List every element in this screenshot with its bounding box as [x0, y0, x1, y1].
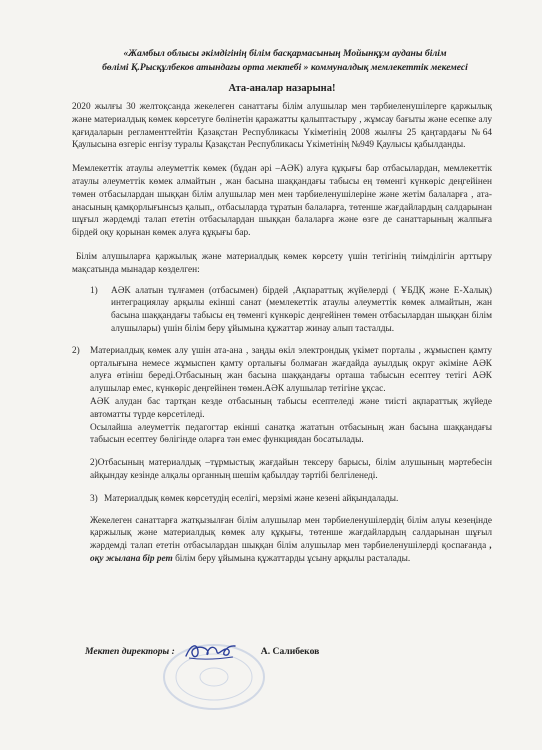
paragraph-1: 2020 жылғы 30 желтоқсанда жекелеген санаттағы білім алушылар мен тәрбиеленушілерге қаржылық және материалдық көмек көрсетуге бөлінетін қаражатты қалыптастыру , жұмсау бағыты және есепке алу қағидаларын регламенттейтін Қазақстан Республикасы Үкіметінің 2008 жылғы 25 қаңтардағы №64 Қаулысына өзгеріс енгізу туралы Қазақстан Республикасы Үкіметінің №949 Қаулысы қабылданды.	[72, 102, 492, 151]
list-item-2-sub-1: АӘК алудан бас тартқан кезде отбасының табысы есептеледі және тиісті ақпараттық жүйеде автоматты түрде көрсетіледі.	[90, 396, 492, 420]
paragraph-3: Білім алушыларға қаржылық және материалдық көмек көрсету үшін тетігінің тиімділігін арттыру мақсатында мынадар көзделген:	[72, 251, 492, 275]
list-text: АӘК алатын тұлғамен (отбасымен) бірдей ,Ақпараттық жүйелерді ( ҰБДҚ және Е-Халық) интеграциялау арқылы екінші санат (мемлекеттік атаулы әлеуметтік көмек алмайтын, жан басына шаққандағы табысы ең төменгі күнкөріс деңгейінен төмен отбасылардан шыққан білім алушылары) үшін білім беру ұйымына құжаттар жинау алып тасталды.	[111, 285, 492, 334]
director-name: А. Салибеков	[260, 645, 320, 657]
list-number: 1)	[90, 285, 98, 296]
provisions-list	[72, 285, 492, 506]
header-line-2: бөлімі Қ.Рысқұлбеков атындағы орта мектебі » коммуналдық мемлекеттік мекемесі	[102, 61, 468, 73]
paragraph-2: Мемлекеттік атаулы әлеуметтік көмек (бұдан әрі –АӘК) алуға құқығы бар отбасылардан, мемлекеттік атаулы әлеуметтік көмек алмайтын , жан басына шаққандағы табысы ең төменгі күнкөріс деңгейінен төмен отбасылардан шыққан білім алушылар мен мен тәрбиеленушілеріне және жетім балаларға , ата-анасының қамқорлығынсыз қалып,, отбасыларда тұратын балаларға, төтенше жағдайлардың салдарынан шұғыл жәрдемді талап ететін отбасылардан шыққан балаларға және өзге де санаттарының жалпыға бірдей оқу қорынан көмек алуға құқығы бар.	[72, 164, 492, 239]
closing-emphasis: , оқу жылана бір рет	[90, 541, 492, 564]
list-text: Материалдық көмек алу үшін ата-ана , заңды өкіл электрондық үкімет порталы , жұмыспен қамту орталығына немесе жұмыспен қамту орталығы болмаған жағдайда ауылдық округ әкіміне АӘК алуға өтініш береді.Отбасының жан басына шаққандағы орташа табысын есептеу тетігі АӘК алушылар емес, күнкөріс деңгейінен төмен.АӘК алушылар тетігіне ұқсас.	[90, 345, 492, 395]
list-text: Материалдық көмек көрсетудің еселігі, мерзімі және кезені айқындалады.	[104, 493, 399, 504]
signature-icon	[183, 639, 239, 663]
list-item-1	[90, 285, 492, 336]
closing-paragraph	[90, 515, 492, 566]
list-number: 2)	[72, 345, 80, 356]
list-item-2-sub-2: Осылайша әлеуметтік педагогтар екінші санатқа жататын отбасының жан басына шаққандағы табысын есептеу бөлігінде оларға тән емес функциядан босатылады.	[90, 422, 492, 446]
list-number: 3)	[90, 493, 98, 504]
closing-text-end: білім беру ұйымына құжаттарды ұсыну арқылы расталады.	[175, 553, 411, 564]
list-item-3	[90, 493, 492, 506]
signature-row	[85, 639, 319, 663]
signature-label: Мектеп директоры :	[85, 645, 175, 657]
list-item-2	[72, 345, 492, 396]
list-item-2-sub-3: 2)Отбасының материалдық –тұрмыстық жағдайын тексеру барысы, білім алушының мәртебесін айқындау кезінде алқалы органның шешім қабылдау тәртібі белгіленеді.	[90, 458, 492, 481]
header-line-1: «Жамбыл облысы әкімдігінің білім басқармасының Мойынқұм ауданы білім	[123, 48, 447, 59]
document-header	[70, 47, 500, 74]
closing-text: Жекелеген санаттарға жатқызылған білім алушылар мен тәрбиеленушілердің білім алуы кезеңінде қаржылық және материалдық көмек алу құқығы, төтенше жағдайлардың салдарынан шұғыл жәрдемді талап ететін отбасылардан шыққан білім алушылар мен тәрбиеленушілерді қоспағанда	[90, 515, 492, 552]
document-title: Ата-аналар назарына!	[228, 83, 336, 94]
